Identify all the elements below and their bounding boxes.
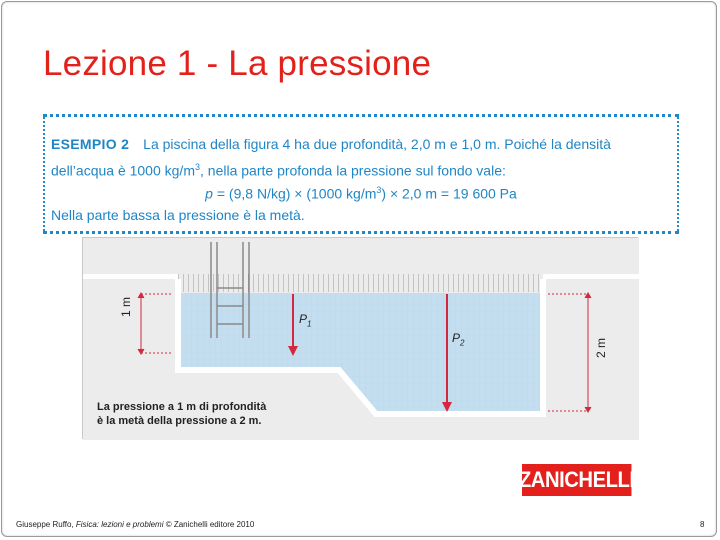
example-text-2a: dell’acqua è 1000 kg/m [51, 162, 195, 179]
formula-text-b: ) × 2,0 m = 19 600 Pa [381, 185, 517, 202]
p2-symbol: P [452, 331, 461, 345]
example-line-4: Nella parte bassa la pressione è la metà. [51, 207, 305, 223]
example-text-2b: , nella parte profonda la pressione sul fondo vale: [200, 162, 506, 179]
example-text-2sup: 3 [195, 162, 201, 172]
figure-caption [97, 400, 266, 428]
p1-symbol: P [299, 312, 308, 326]
example-box [43, 114, 679, 234]
formula-text-a: = (9,8 N/kg) × (1000 kg/m [212, 185, 377, 202]
pool-rim [178, 274, 543, 292]
pool-figure [82, 237, 638, 439]
example-line-1 [51, 133, 611, 156]
example-label: ESEMPIO 2 [51, 136, 130, 152]
p1-subscript: 1 [307, 319, 312, 329]
slide-title: Lezione 1 - La pressione [43, 44, 432, 83]
example-formula [45, 179, 677, 206]
footer-credit [16, 520, 254, 529]
page-number: 8 [700, 520, 705, 529]
p1-label [299, 312, 311, 328]
example-text-1: La piscina della figura 4 ha due profondità, 2,0 m e 1,0 m. Poiché la densità [143, 136, 611, 152]
zanichelli-logo: ZANICHELLI [522, 464, 631, 496]
footer-author: Giuseppe Ruffo, [16, 520, 76, 529]
formula-sup: 3 [376, 185, 382, 195]
footer-publisher: © Zanichelli editore 2010 [163, 520, 255, 529]
deck-right [543, 274, 639, 279]
formula-variable: p [205, 185, 213, 202]
caption-line-2: è la metà della pressione a 2 m. [97, 415, 262, 427]
p2-label [452, 331, 464, 347]
p2-subscript: 2 [460, 338, 465, 348]
depth-label-2m: 2 m [594, 337, 608, 358]
depth-label-1m: 1 m [119, 296, 133, 317]
deck-left [83, 274, 178, 279]
footer-book: Fisica: lezioni e problemi [75, 520, 164, 529]
caption-line-1: La pressione a 1 m di profondità [97, 401, 267, 413]
